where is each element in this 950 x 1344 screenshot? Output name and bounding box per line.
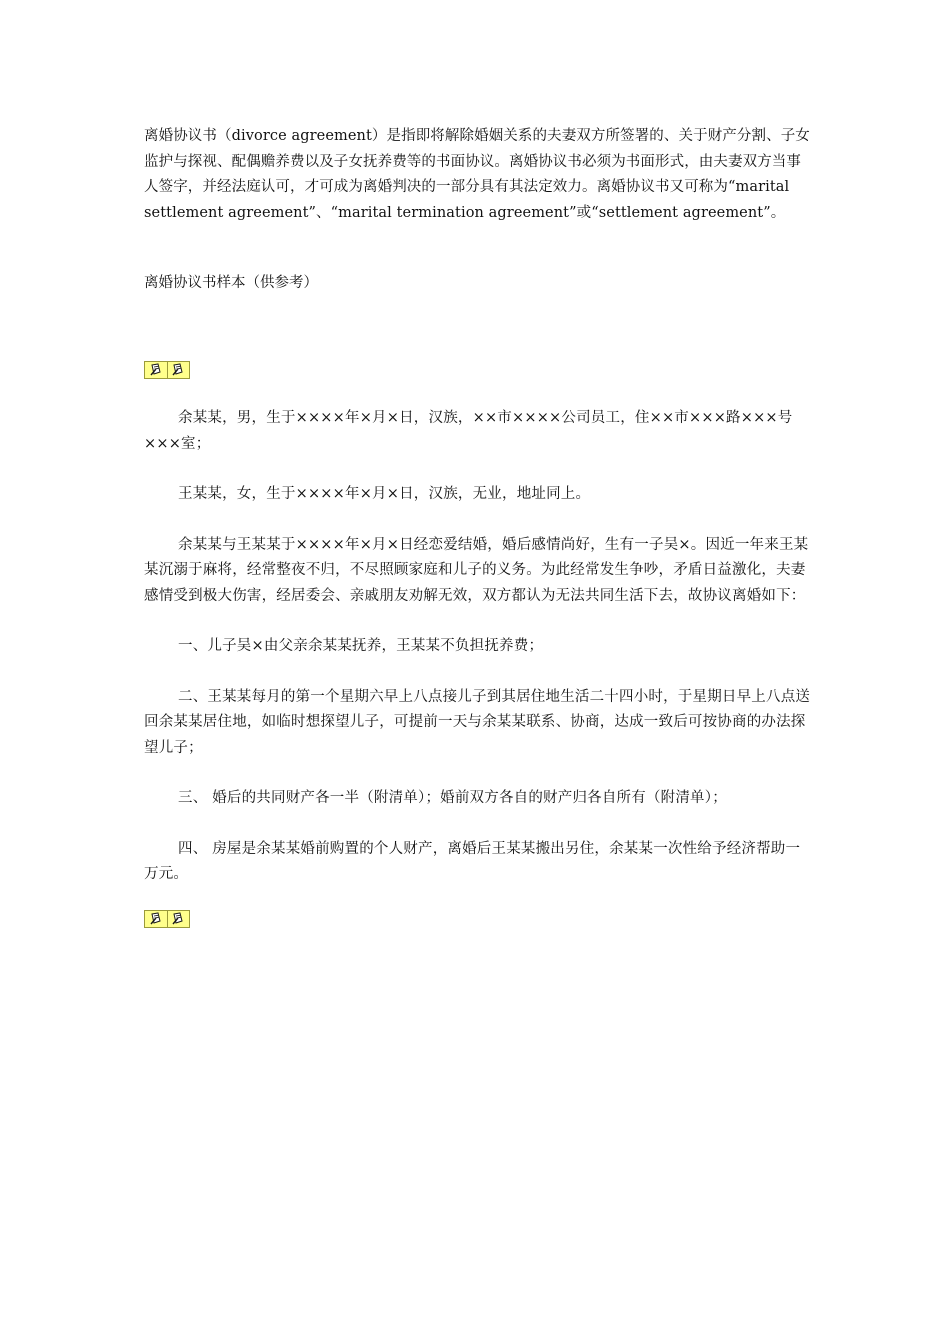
clause-1-paragraph: 一、儿子吴×由父亲余某某抚养，王某某不负担抚养费； [178,638,544,654]
party-husband-paragraph: 余某某，男，生于××××年×月×日，汉族，××市××××公司员工，住××市×××路×××号×××室； [144,410,793,452]
document-pen-icon[interactable] [145,911,167,927]
party-wife-paragraph: 王某某，女，生于××××年×月×日，汉族，无业，地址同上。 [178,486,591,502]
sample-title: 离婚协议书样本（供参考） [144,275,318,291]
document-pen-icon[interactable] [167,911,190,927]
attachment-icons-top[interactable] [144,361,190,379]
clause-4-paragraph: 四、 房屋是余某某婚前购置的个人财产，离婚后王某某搬出另住，余某某一次性给予经济帮助一万元。 [144,840,801,882]
background-paragraph: 余某某与王某某于××××年×月×日经恋爱结婚，婚后感情尚好，生有一子吴×。因近一年来王某某沉溺于麻将，经常整夜不归，不尽照顾家庭和儿子的义务。为此经常发生争吵，矛盾日益激化，夫妻感情受到极大伤害，经居委会、亲戚朋友劝解无效，双方都认为无法共同生活下去，故协议离婚如下： [144,536,809,604]
intro-paragraph: 离婚协议书（divorce agreement）是指即将解除婚姻关系的夫妻双方所签署的、关于财产分割、子女监护与探视、配偶赡养费以及子女抚养费等的书面协议。离婚协议书必须为书面形式，由夫妻双方当事人签字，并经法庭认可，才可成为离婚判决的一部分具有其法定效力。离婚协议书又可称为“marital settlement agreement”、“marital termination agreement”或“settlement agreement”。 [144,128,810,221]
clause-3-paragraph: 三、 婚后的共同财产各一半（附清单）；婚前双方各自的财产归各自所有（附清单）； [178,790,727,806]
clause-2-paragraph: 二、王某某每月的第一个星期六早上八点接儿子到其居住地生活二十四小时，于星期日早上八点送回余某某居住地，如临时想探望儿子，可提前一天与余某某联系、协商，达成一致后可按协商的办法探望儿子； [144,688,811,756]
attachment-icons-bottom[interactable] [144,910,190,928]
document-pen-icon[interactable] [145,362,167,378]
document-page [144,124,814,928]
document-pen-icon[interactable] [167,362,190,378]
